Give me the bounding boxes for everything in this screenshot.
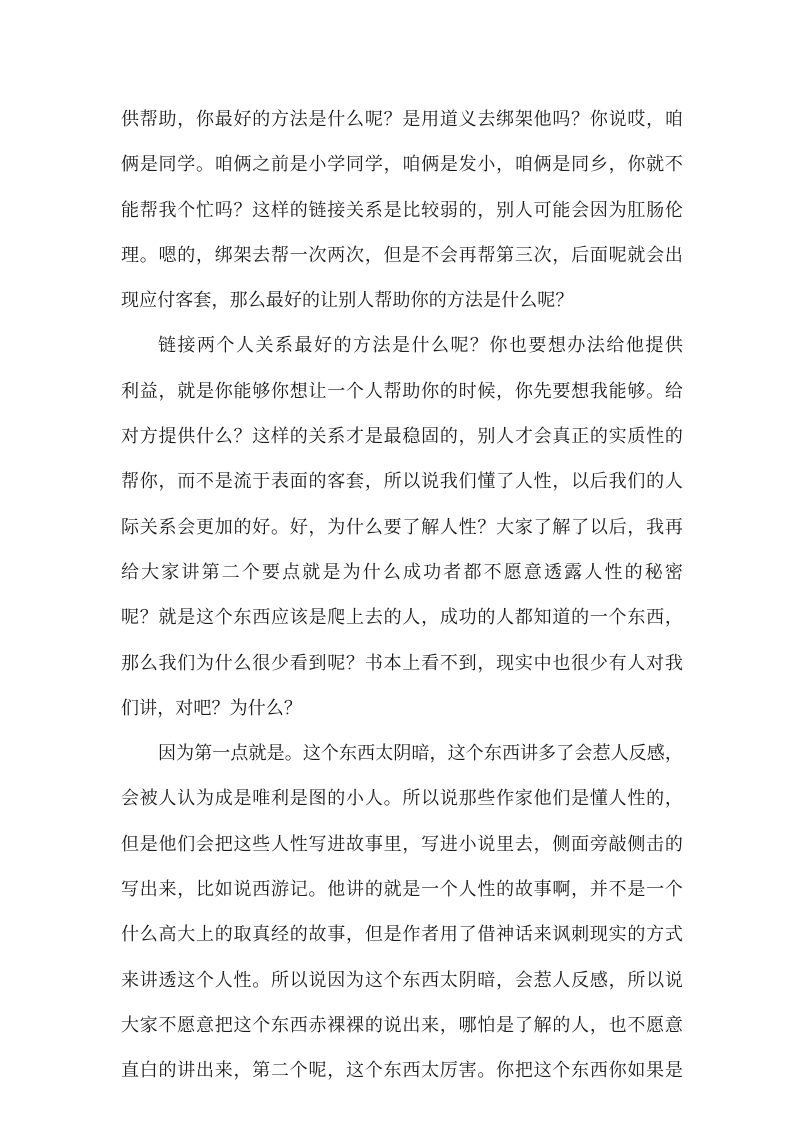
text-line: 理。嗯的，绑架去帮一次两次，但是不会再帮第三次，后面呢就会出 (121, 244, 683, 266)
text-line: 对方提供什么？这样的关系才是最稳固的，别人才会真正的实质性的 (121, 426, 683, 448)
text-line: 能帮我个忙吗？这样的链接关系是比较弱的，别人可能会因为肛肠伦 (121, 199, 683, 221)
text-line: 直白的讲出来，第二个呢，这个东西太厉害。你把这个东西你如果是 (121, 1060, 683, 1082)
text-line: 现应付客套，那么最好的让别人帮助你的方法是什么呢？ (121, 290, 574, 312)
text-line: 来讲透这个人性。所以说因为这个东西太阴暗，会惹人反感，所以说 (121, 969, 683, 991)
text-line: 写出来，比如说西游记。他讲的就是一个人性的故事啊，并不是一个 (121, 879, 683, 901)
body-text (121, 97, 683, 1094)
text-line: 因为第一点就是。这个东西太阴暗，这个东西讲多了会惹人反感， (158, 743, 683, 765)
text-line: 大家不愿意把这个东西赤裸裸的说出来，哪怕是了解的人，也不愿意 (121, 1014, 683, 1036)
text-line: 给大家讲第二个要点就是为什么成功者都不愿意透露人性的秘密 (121, 561, 683, 583)
text-line: 利益，就是你能够你想让一个人帮助你的时候，你先要想我能够。给 (121, 380, 683, 402)
text-line: 那么我们为什么很少看到呢？书本上看不到，现实中也很少有人对我 (121, 652, 683, 674)
text-line: 帮你，而不是流于表面的客套，所以说我们懂了人性，以后我们的人 (121, 471, 683, 493)
text-line: 呢？就是这个东西应该是爬上去的人，成功的人都知道的一个东西， (121, 607, 683, 629)
text-line: 俩是同学。咱俩之前是小学同学，咱俩是发小，咱俩是同乡，你就不 (121, 154, 683, 176)
text-line: 链接两个人关系最好的方法是什么呢？你也要想办法给他提供 (158, 335, 683, 357)
text-line: 供帮助，你最好的方法是什么呢？是用道义去绑架他吗？你说哎，咱 (121, 109, 683, 130)
text-line: 际关系会更加的好。好，为什么要了解人性？大家了解了以后，我再 (121, 516, 683, 538)
text-line: 会被人认为成是唯利是图的小人。所以说那些作家他们是懂人性的， (121, 788, 683, 810)
text-line: 但是他们会把这些人性写进故事里，写进小说里去，侧面旁敲侧击的 (121, 833, 683, 855)
text-line: 们讲，对吧？为什么？ (121, 697, 302, 719)
text-line: 什么高大上的取真经的故事，但是作者用了借神话来讽刺现实的方式 (121, 924, 683, 946)
